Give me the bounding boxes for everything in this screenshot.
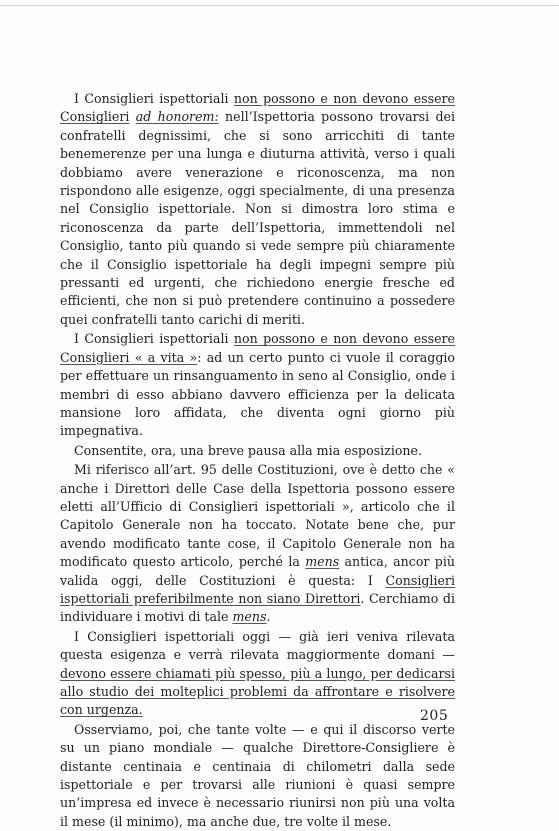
text-run: . <box>266 609 271 625</box>
text-run: : ad un certo punto ci vuole il coraggio per effettuare un rinsanguamento in seno al Consiglio, onde i membri di esso abbiano davvero efficienza per la delicata mansione loro affidata, che diventa ogni giorno più impegnativa. <box>60 349 455 439</box>
text-run: Mi riferisco all’art. 95 delle Costituzioni, ove è detto che « anche i Direttori delle Case della Ispettoria possono essere eletti all’Ufficio di Consiglieri ispettoriali », articolo che il Capitolo Generale non ha toccato. Notate bene che, pur avendo modificato tante cose, il Capitolo Generale non ha modificato questo articolo, perché la <box>60 462 455 570</box>
italic-text: mens <box>305 554 340 570</box>
underlined-text: devono essere chiamati più spesso, più a lungo, per dedicarsi allo studio dei molteplici problemi da affrontare e risolvere con urgenza. <box>60 665 455 718</box>
italic-text: ad honorem: <box>135 109 219 125</box>
paragraph <box>60 721 455 831</box>
text-run: I Consiglieri ispettoriali <box>74 331 234 347</box>
scan-edge <box>0 5 559 6</box>
text-run: nell’Ispettoria possono trovarsi dei confratelli degnissimi, che si sono arricchiti di tante benemerenze per una lunga e diuturna attività, verso i quali dobbiamo avere venerazione e riconoscenza, ma non rispondono alle esigenze, oggi specialmente, di una presenza nel Consiglio ispettoriale. Non si dimostra loro stima e riconoscenza da parte dell’Ispettoria, immettendoli nel Consiglio, tanto più quando si vede sempre più chiaramente che il Consiglio ispettoriale ha degli impegni sempre più pressanti ed urgenti, che richiedono energie fresche ed efficienti, che non si può pretendere continuino a possedere quei confratelli tanto carichi di meriti. <box>60 109 455 327</box>
paragraph <box>60 90 455 329</box>
text-run: I Consiglieri ispettoriali oggi — già ieri veniva rilevata questa esigenza e verrà rilevata maggiormente domani — <box>60 628 455 663</box>
paragraph <box>60 330 455 440</box>
text-run: antica, ancor più valida oggi, delle Costituzioni è questa: I <box>60 554 455 588</box>
underlined-text: non possono e non devono essere Consiglieri « a vita » <box>60 331 455 365</box>
paragraph <box>60 628 455 720</box>
paragraph <box>60 461 455 627</box>
page-number: 205 <box>420 708 449 724</box>
underlined-text: non possono e non devono essere Consiglieri <box>60 91 455 125</box>
text-run: Consentite, ora, una breve pausa alla mia esposizione. <box>74 442 422 458</box>
text-run: Osserviamo, poi, che tante volte — e qui il discorso verte su un piano mondiale — qualche Direttore-Consigliere è distante centinaia e centinaia di chilometri dalla sede ispettoriale e per trovarsi alle riunioni è quasi sempre un’impresa ed invece è necessario riunirsi non più una volta il mese (il minimo), ma anche due, tre volte il mese. <box>60 721 455 829</box>
underlined-text: Consiglieri ispettoriali preferibilmente non siano Direttori <box>60 572 455 606</box>
text-run: . Cerchiamo di individuare i motivi di tale <box>60 590 456 625</box>
document-body <box>60 90 455 831</box>
text-run: I Consiglieri ispettoriali <box>74 91 234 106</box>
italic-text: mens <box>232 609 267 625</box>
paragraph <box>60 442 455 460</box>
